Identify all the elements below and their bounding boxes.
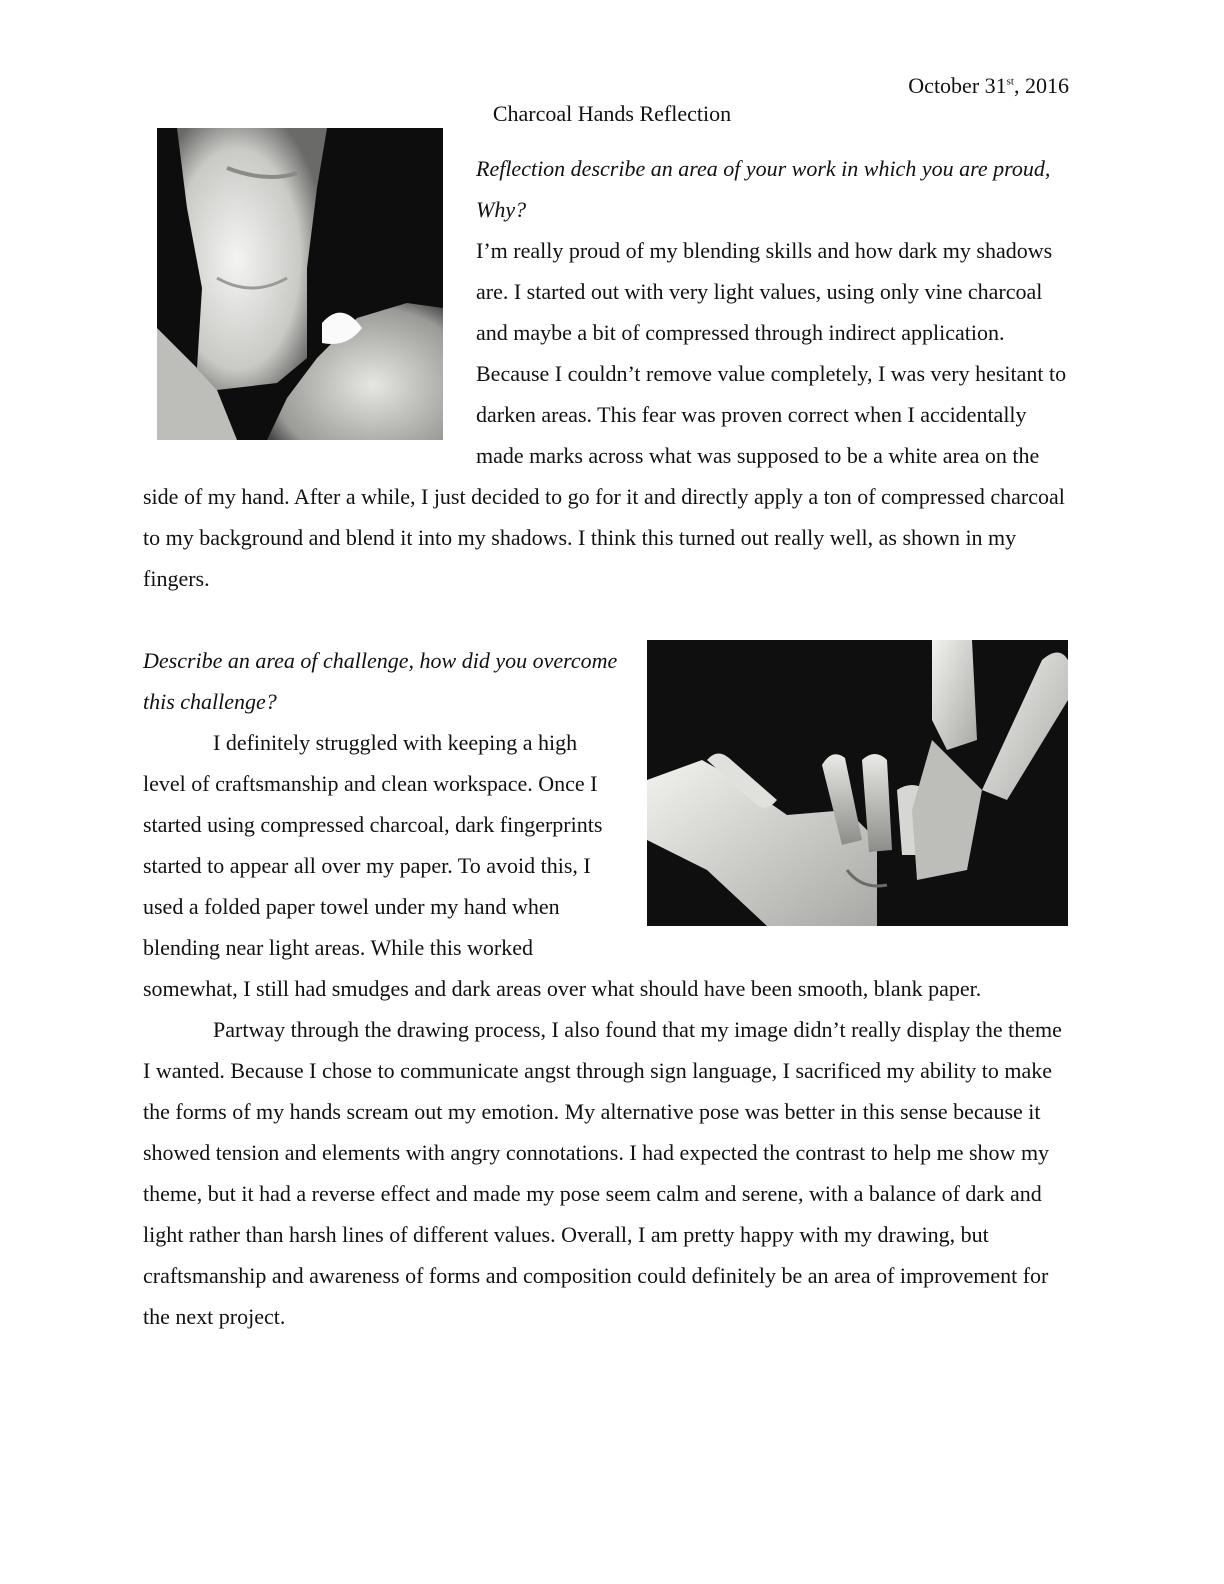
section2-paragraph-1: I definitely struggled with keeping a high level of craftsmanship and clean workspace. Once I started using compressed charcoal, dark fingerprints started to appear all over my paper. To avoid this, I used a folded paper towel under my hand when blending near light areas. While this worked somewhat, I still had smudges and dark areas over what should have been smooth, blank paper. [143, 730, 982, 1001]
section-spacer [143, 599, 1068, 640]
document-title: Charcoal Hands Reflection [492, 101, 732, 126]
date-year: , 2016 [1014, 73, 1069, 98]
charcoal-hands-sign-image [647, 640, 1068, 926]
section1-answer: I’m really proud of my blending skills and how dark my shadows are. I started out with very light values, using only vine charcoal and maybe a bit of compressed through indirect application. Because I couldn’t remove value completely, I was very hesitant to darken areas. This fear was proven correct when I accidentally made marks across what was supposed to be a white area on the side of my hand. After a while, I just decided to go for it and directly apply a ton of compressed charcoal to my background and blend it into my shadows. I think this turned out really well, as shown in my fingers. [143, 238, 1067, 591]
date-suffix: st [1006, 75, 1014, 88]
section2-question: Describe an area of challenge, how did you overcome this challenge? [143, 648, 618, 714]
section2-paragraph-2: Partway through the drawing process, I also found that my image didn’t really display the theme I wanted. Because I chose to communicate angst through sign language, I sacrificed my ability to make the forms of my hands scream out my emotion. My alternative pose was better in this sense because it showed tension and elements with angry connotations. I had expected the contrast to help me show my theme, but it had a reverse effect and made my pose seem calm and serene, with a balance of dark and light rather than harsh lines of different values. Overall, I am pretty happy with my drawing, but craftsmanship and awareness of forms and composition could definitely be an area of improvement for the next project. [143, 1017, 1062, 1329]
section1-question: Reflection describe an area of your work in which you are proud, Why? [476, 156, 1051, 222]
document-body [143, 148, 1068, 1337]
date-month-day: October 31 [908, 73, 1007, 98]
charcoal-hand-closeup-image [157, 128, 443, 440]
